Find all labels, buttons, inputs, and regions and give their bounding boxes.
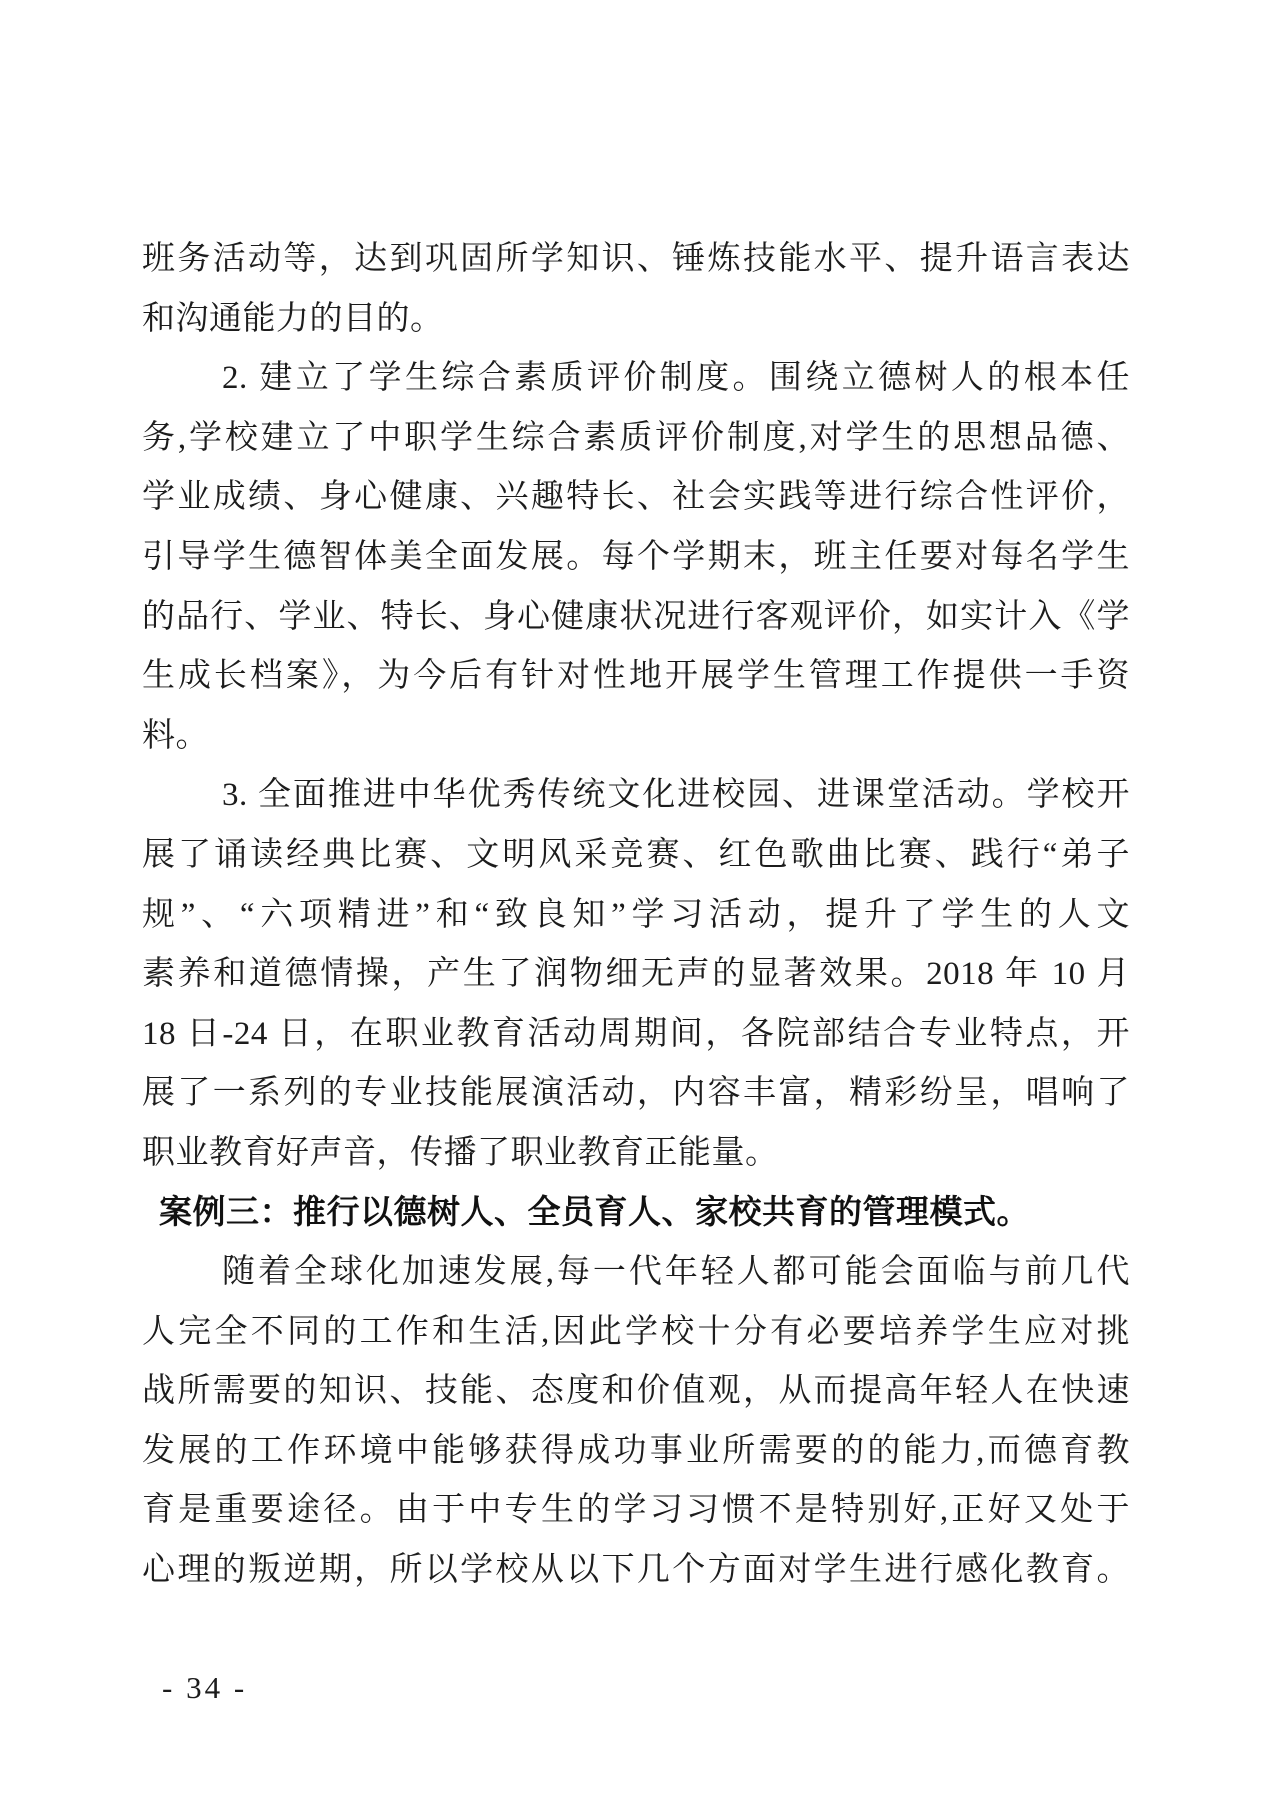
- text-line: 料。: [142, 717, 209, 754]
- text-line: 18 日-24 日，在职业教育活动周期间，各院部结合专业特点，开: [142, 1015, 1130, 1052]
- text-line: 务,学校建立了中职学生综合素质评价制度,对学生的思想品德、: [142, 419, 1130, 456]
- text-line: 学业成绩、身心健康、兴趣特长、社会实践等进行综合性评价，: [142, 479, 1130, 516]
- text-line: 的品行、学业、特长、身心健康状况进行客观评价，如实计入《学: [142, 598, 1130, 635]
- text-line: 3. 全面推进中华优秀传统文化进校园、进课堂活动。学校开: [222, 777, 1130, 814]
- text-line: 心理的叛逆期，所以学校从以下几个方面对学生进行感化教育。: [142, 1552, 1130, 1589]
- text-line: 发展的工作环境中能够获得成功事业所需要的的能力,而德育教: [142, 1432, 1130, 1469]
- text-line: 展了一系列的专业技能展演活动，内容丰富，精彩纷呈，唱响了: [142, 1075, 1130, 1112]
- text-line: 随着全球化加速发展,每一代年轻人都可能会面临与前几代: [222, 1254, 1130, 1291]
- text-line: 素养和道德情操，产生了润物细无声的显著效果。2018 年 10 月: [142, 956, 1130, 993]
- text-line: 职业教育好声音，传播了职业教育正能量。: [142, 1134, 779, 1171]
- page-number: - 34 -: [162, 1670, 248, 1705]
- text-line: 2. 建立了学生综合素质评价制度。围绕立德树人的根本任: [222, 360, 1130, 397]
- section-heading: 案例三：推行以德树人、全员育人、家校共育的管理模式。: [159, 1194, 1030, 1231]
- text-line: 人完全不同的工作和生活,因此学校十分有必要培养学生应对挑: [142, 1313, 1130, 1350]
- text-line: 展了诵读经典比赛、文明风采竞赛、红色歌曲比赛、践行“弟子: [142, 836, 1130, 873]
- document-body: [142, 230, 1130, 1601]
- text-line: 和沟通能力的目的。: [142, 300, 444, 337]
- text-line: 引导学生德智体美全面发展。每个学期末，班主任要对每名学生: [142, 538, 1130, 575]
- text-line: 规”、“六项精进”和“致良知”学习活动，提升了学生的人文: [142, 896, 1130, 933]
- text-line: 生成长档案》，为今后有针对性地开展学生管理工作提供一手资: [142, 658, 1130, 695]
- text-line: 班务活动等，达到巩固所学知识、锤炼技能水平、提升语言表达: [142, 241, 1130, 277]
- text-line: 育是重要途径。由于中专生的学习习惯不是特别好,正好又处于: [142, 1492, 1130, 1529]
- text-line: 战所需要的知识、技能、态度和价值观，从而提高年轻人在快速: [142, 1373, 1130, 1410]
